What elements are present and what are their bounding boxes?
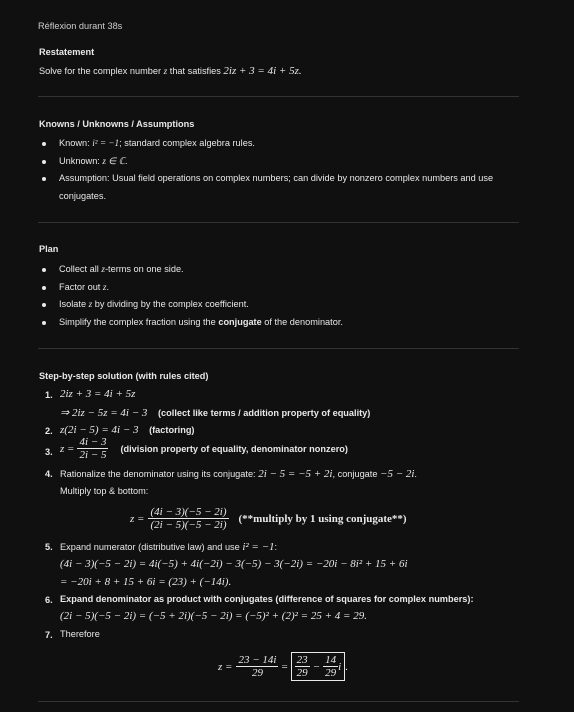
step-number: 3. (45, 447, 53, 457)
divider (38, 222, 519, 223)
divider (38, 701, 519, 702)
step-4-text: Rationalize the denominator using its conjugate: 2i − 5 = −5 + 2i, conjugate −5 − 2i. (60, 468, 417, 480)
list-item: Known: i² = −1; standard complex algebra rules. (39, 135, 514, 153)
plan-list (39, 261, 514, 331)
thinking-duration-header[interactable]: Réflexion durant 38s (38, 21, 123, 31)
step-number: 2. (45, 426, 53, 436)
step-4-line2: Multiply top & bottom: (60, 486, 149, 496)
final-answer: z = $\frac{23 - 14i}{29}$ = $\frac{23}{29}$ − $\frac{14}{29}$ i . (218, 654, 348, 679)
step-6-text: Expand denominator as product with conjugates (difference of squares for complex numbers): (60, 594, 474, 604)
plan-heading: Plan (39, 244, 59, 254)
step-2-equation: z(2i − 5) = 4i − 3 (factoring) (60, 424, 195, 436)
knowns-heading: Knowns / Unknowns / Assumptions (39, 119, 195, 129)
step-number: 4. (45, 469, 53, 479)
step-5-equation-1: (4i − 3)(−5 − 2i) = 4i(−5) + 4i(−2i) − 3(−5) − 3(−2i) = −20i − 8i² + 15 + 6i (60, 558, 408, 570)
step-6-equation: (2i − 5)(−5 − 2i) = (−5 + 2i)(−5 − 2i) = (−5)² + (2)² = 25 + 4 = 29. (60, 610, 367, 622)
step-number: 7. (45, 630, 53, 640)
solution-heading: Step-by-step solution (with rules cited) (39, 371, 209, 381)
step-3-equation: z = $\frac{4i - 3}{2i - 5}$ (division property of equality, denominator nonzero) (60, 436, 348, 461)
step-7-text: Therefore (60, 629, 100, 639)
list-item: Unknown: z ∈ ℂ. (39, 153, 514, 171)
step-5-equation-2: = −20i + 8 + 15 + 6i = (23) + (−14i). (60, 576, 232, 588)
step-4-equation: z = $\frac{(4i - 3)(-5 - 2i)}{(2i - 5)(-5 - 2i)}$ (**multiply by 1 using conjugate**) (130, 506, 407, 531)
divider (38, 96, 519, 97)
boxed-result: $\frac{23}{29}$ − $\frac{14}{29}$ i (291, 652, 346, 681)
step-number: 6. (45, 595, 53, 605)
list-item: Collect all z-terms on one side. (39, 261, 514, 279)
list-item: Simplify the complex fraction using the conjugate of the denominator. (39, 314, 514, 332)
divider (38, 348, 519, 349)
step-number: 1. (45, 390, 53, 400)
restatement-text: Solve for the complex number z that satisfies 2iz + 3 = 4i + 5z. (39, 65, 302, 77)
step-1-result: ⇒ 2iz − 5z = 4i − 3 (collect like terms / addition property of equality) (60, 407, 371, 419)
step-1-equation: 2iz + 3 = 4i + 5z (60, 388, 136, 400)
list-item: Isolate z by dividing by the complex coefficient. (39, 296, 514, 314)
step-number: 5. (45, 542, 53, 552)
list-item: Assumption: Usual field operations on complex numbers; can divide by nonzero complex numbers and use conjugates. (39, 170, 514, 205)
knowns-list (39, 135, 514, 205)
restatement-heading: Restatement (39, 47, 95, 57)
step-5-text: Expand numerator (distributive law) and use i² = −1: (60, 541, 278, 553)
list-item: Factor out z. (39, 279, 514, 297)
